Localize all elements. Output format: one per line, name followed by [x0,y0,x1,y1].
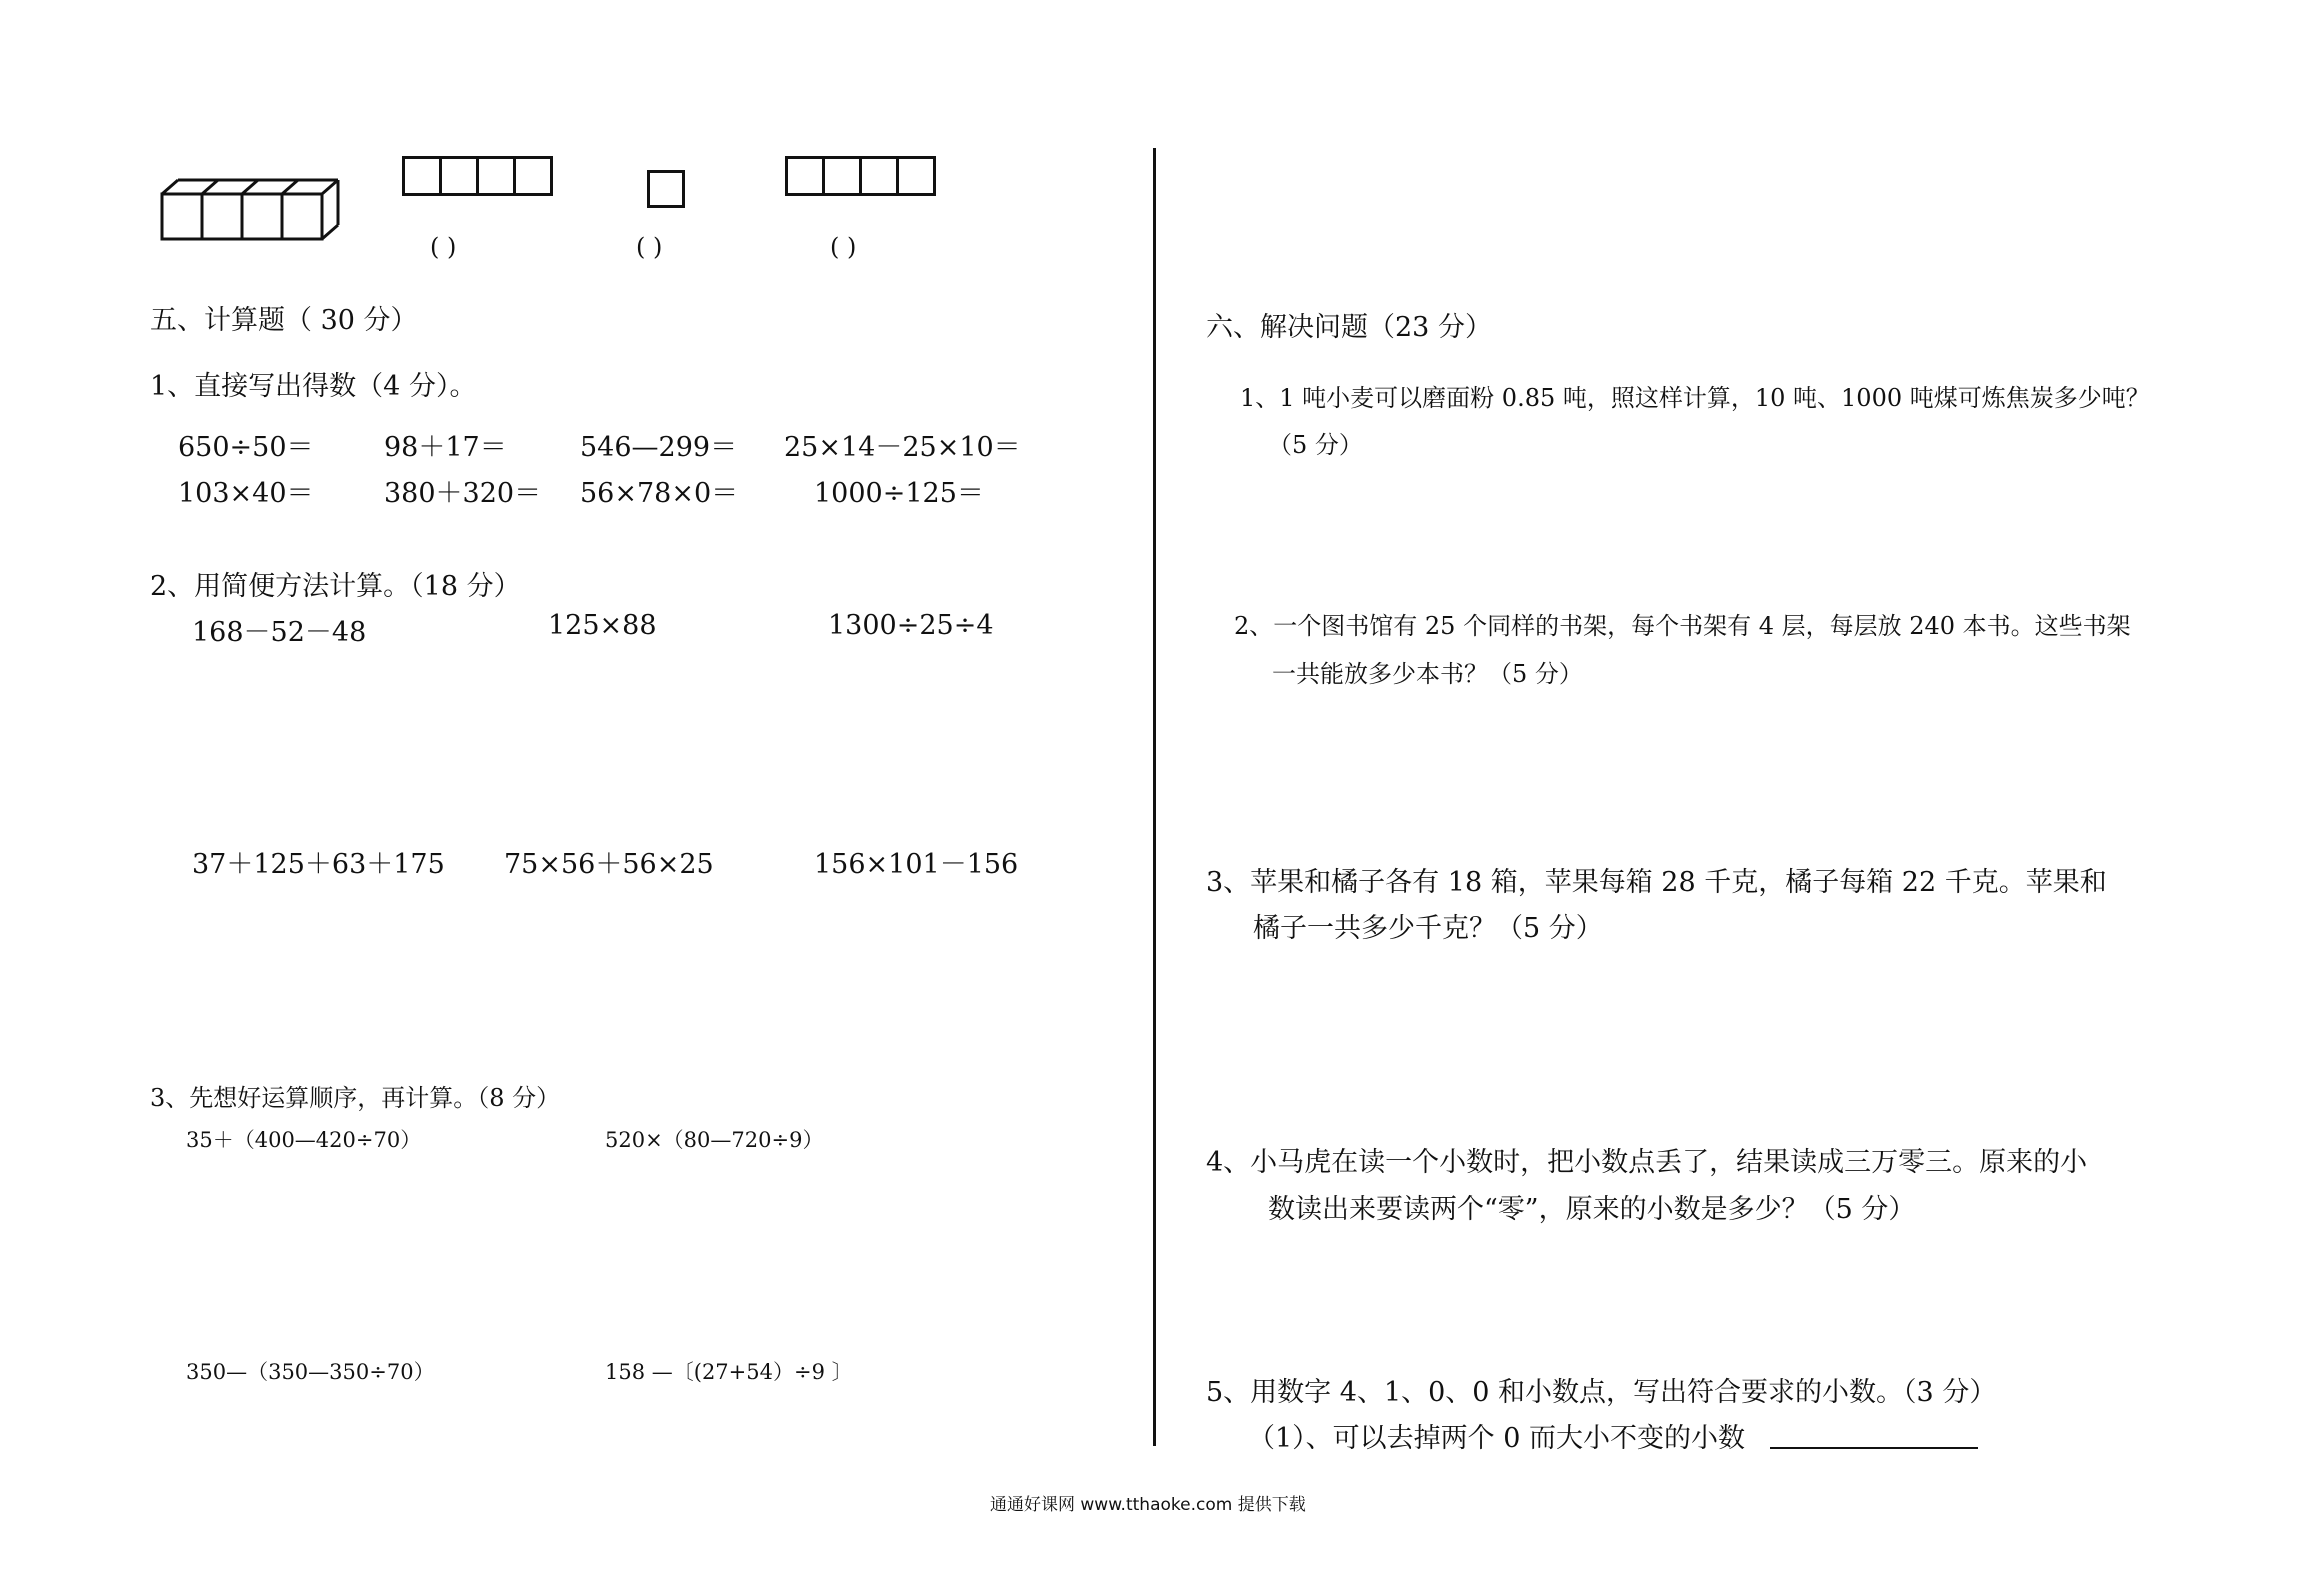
answer-blank-line[interactable] [1770,1447,1978,1449]
q1-item: 25×14－25×10＝ [784,432,1021,463]
q1-title: 1、直接写出得数（4 分）。 [150,371,477,402]
q2-item: 37＋125＋63＋175 [192,849,445,880]
problem-3-line-2: 橘子一共多少千克？（5 分） [1253,913,1603,944]
q1-item: 650÷50＝ [178,432,314,463]
q2-title: 2、用简便方法计算。（18 分） [150,571,521,602]
q2-item: 168－52－48 [192,617,367,648]
q2-item: 125×88 [548,610,657,641]
answer-paren-2[interactable]: ( ) [636,233,663,261]
problem-5-sub-1: （1）、可以去掉两个 0 而大小不变的小数 [1248,1423,1746,1454]
q3-item: 350—（350—350÷70） [186,1360,435,1384]
section6-title: 六、解决问题（23 分） [1206,312,1492,343]
footer-credit: 通通好课网 www.tthaoke.com 提供下载 [990,1495,1306,1515]
answer-paren-1[interactable]: ( ) [430,233,457,261]
section5-title: 五、计算题（ 30 分） [150,305,418,336]
answer-paren-3[interactable]: ( ) [830,233,857,261]
q1-item: 103×40＝ [178,478,314,509]
problem-3-line-1: 3、苹果和橘子各有 18 箱，苹果每箱 28 千克，橘子每箱 22 千克。苹果和 [1206,867,2107,898]
q2-item: 156×101－156 [814,849,1019,880]
problem-1-line-2: （5 分） [1268,431,1363,459]
q1-item: 98＋17＝ [384,432,507,463]
problem-1-line-1: 1、1 吨小麦可以磨面粉 0.85 吨，照这样计算，10 吨、1000 吨煤可炼焦炭多少吨？ [1240,384,2150,412]
q3-item: 520×（80—720÷9） [605,1128,824,1152]
q1-item: 546—299＝ [580,432,738,463]
q2-item: 1300÷25÷4 [828,610,994,641]
cube-row-figure [160,176,342,242]
q1-item: 56×78×0＝ [580,478,739,509]
q1-item: 1000÷125＝ [814,478,984,509]
problem-2-line-2: 一共能放多少本书？（5 分） [1272,660,1583,688]
q3-title: 3、先想好运算顺序，再计算。（8 分） [150,1084,561,1112]
q1-item: 380＋320＝ [384,478,542,509]
single-square-view [647,170,685,208]
problem-4-line-2: 数读出来要读两个“零”，原来的小数是多少？（5 分） [1268,1194,1916,1225]
problem-5-line-1: 5、用数字 4、1、0、0 和小数点，写出符合要求的小数。（3 分） [1206,1377,1997,1408]
q3-item: 35＋（400—420÷70） [186,1128,422,1152]
column-divider [1153,148,1156,1446]
q3-item: 158 —〔(27+54）÷9 〕 [605,1360,853,1384]
q2-item: 75×56＋56×25 [504,849,714,880]
problem-2-line-1: 2、一个图书馆有 25 个同样的书架，每个书架有 4 层，每层放 240 本书。这些书架 [1234,612,2131,640]
problem-4-line-1: 4、小马虎在读一个小数时，把小数点丢了，结果读成三万零三。原来的小 [1206,1147,2088,1178]
